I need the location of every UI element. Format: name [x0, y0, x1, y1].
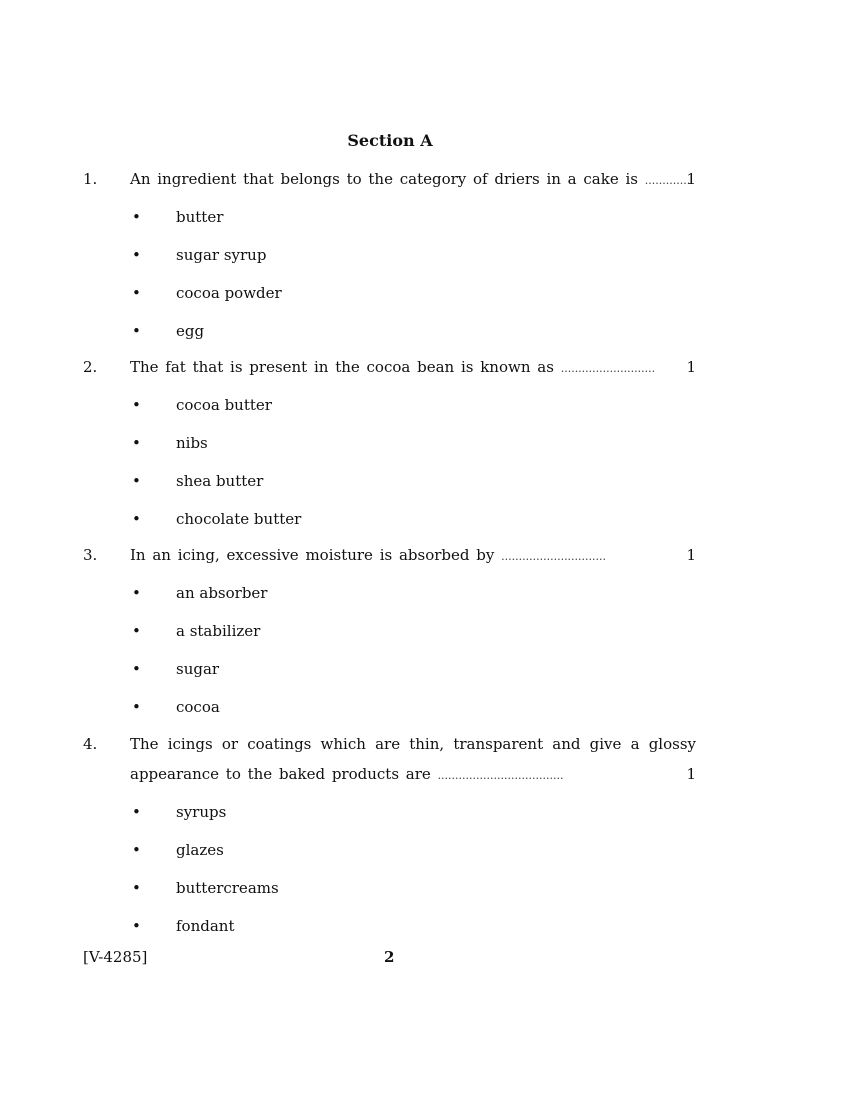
question-number: 1.: [83, 170, 98, 188]
question-text: [130, 540, 674, 572]
question-text-content: appearance to the baked products are: [130, 765, 431, 783]
option-text: a stabilizer: [176, 622, 261, 640]
options-list: [83, 202, 696, 354]
option-text: cocoa: [176, 698, 220, 716]
question-4: [83, 729, 696, 949]
option-text: sugar: [176, 660, 220, 678]
answer-blank: ..............................: [501, 550, 607, 563]
option-text: glazes: [176, 841, 224, 859]
option-text: nibs: [176, 434, 208, 452]
option-item: [83, 316, 696, 354]
option-item: [83, 202, 696, 240]
option-item: [83, 797, 696, 835]
question-1: [83, 164, 696, 354]
question-marks: 1: [686, 358, 696, 376]
question-text-line2: [130, 759, 674, 791]
bullet-icon: •: [132, 841, 141, 859]
option-item: [83, 692, 696, 730]
bullet-icon: •: [132, 660, 141, 678]
option-text: cocoa butter: [176, 396, 272, 414]
option-item: [83, 466, 696, 504]
question-text-line1: The icings or coatings which are thin, transparent and give a glossy: [130, 735, 696, 753]
option-item: [83, 835, 696, 873]
option-item: [83, 504, 696, 542]
question-line: [83, 164, 696, 194]
option-item: [83, 911, 696, 949]
bullet-icon: •: [132, 879, 141, 897]
option-text: cocoa powder: [176, 284, 282, 302]
question-marks: 1: [686, 170, 696, 188]
option-item: [83, 578, 696, 616]
question-number: 4.: [83, 735, 98, 753]
question-text-content: In an icing, excessive moisture is absorbed by: [130, 546, 495, 564]
answer-blank: .............: [644, 174, 691, 187]
options-list: [83, 390, 696, 542]
option-text: sugar syrup: [176, 246, 267, 264]
question-text-content: An ingredient that belongs to the category of driers in a cake is: [130, 170, 638, 188]
option-text: butter: [176, 208, 224, 226]
bullet-icon: •: [132, 284, 141, 302]
option-text: shea butter: [176, 472, 264, 490]
bullet-icon: •: [132, 698, 141, 716]
bullet-icon: •: [132, 510, 141, 528]
option-item: [83, 616, 696, 654]
bullet-icon: •: [132, 803, 141, 821]
option-item: [83, 428, 696, 466]
bullet-icon: •: [132, 584, 141, 602]
bullet-icon: •: [132, 246, 141, 264]
option-item: [83, 654, 696, 692]
options-list: [83, 578, 696, 730]
option-item: [83, 240, 696, 278]
option-text: fondant: [176, 917, 235, 935]
bullet-icon: •: [132, 472, 141, 490]
question-3: [83, 540, 696, 730]
question-line: [83, 352, 696, 382]
option-text: buttercreams: [176, 879, 279, 897]
question-text-content: The fat that is present in the cocoa bean is known as: [130, 358, 554, 376]
option-text: an absorber: [176, 584, 268, 602]
option-text: chocolate butter: [176, 510, 302, 528]
bullet-icon: •: [132, 917, 141, 935]
options-list: [83, 797, 696, 949]
question-2: [83, 352, 696, 542]
question-text: [130, 352, 674, 384]
bullet-icon: •: [132, 208, 141, 226]
page-number: 2: [384, 948, 395, 966]
question-marks: 1: [686, 765, 696, 783]
question-line: [83, 540, 696, 570]
option-item: [83, 390, 696, 428]
bullet-icon: •: [132, 396, 141, 414]
bullet-icon: •: [132, 434, 141, 452]
option-item: [83, 873, 696, 911]
option-text: egg: [176, 322, 205, 340]
question-line: [83, 759, 696, 789]
question-marks: 1: [686, 546, 696, 564]
bullet-icon: •: [132, 622, 141, 640]
option-text: syrups: [176, 803, 227, 821]
answer-blank: ....................................: [437, 769, 564, 782]
section-title: Section A: [347, 131, 433, 150]
question-number: 2.: [83, 358, 98, 376]
question-text: [130, 164, 691, 196]
bullet-icon: •: [132, 322, 141, 340]
paper-code: [V-4285]: [83, 948, 148, 966]
question-line: [83, 729, 696, 759]
answer-blank: ...........................: [560, 362, 656, 375]
question-number: 3.: [83, 546, 98, 564]
option-item: [83, 278, 696, 316]
